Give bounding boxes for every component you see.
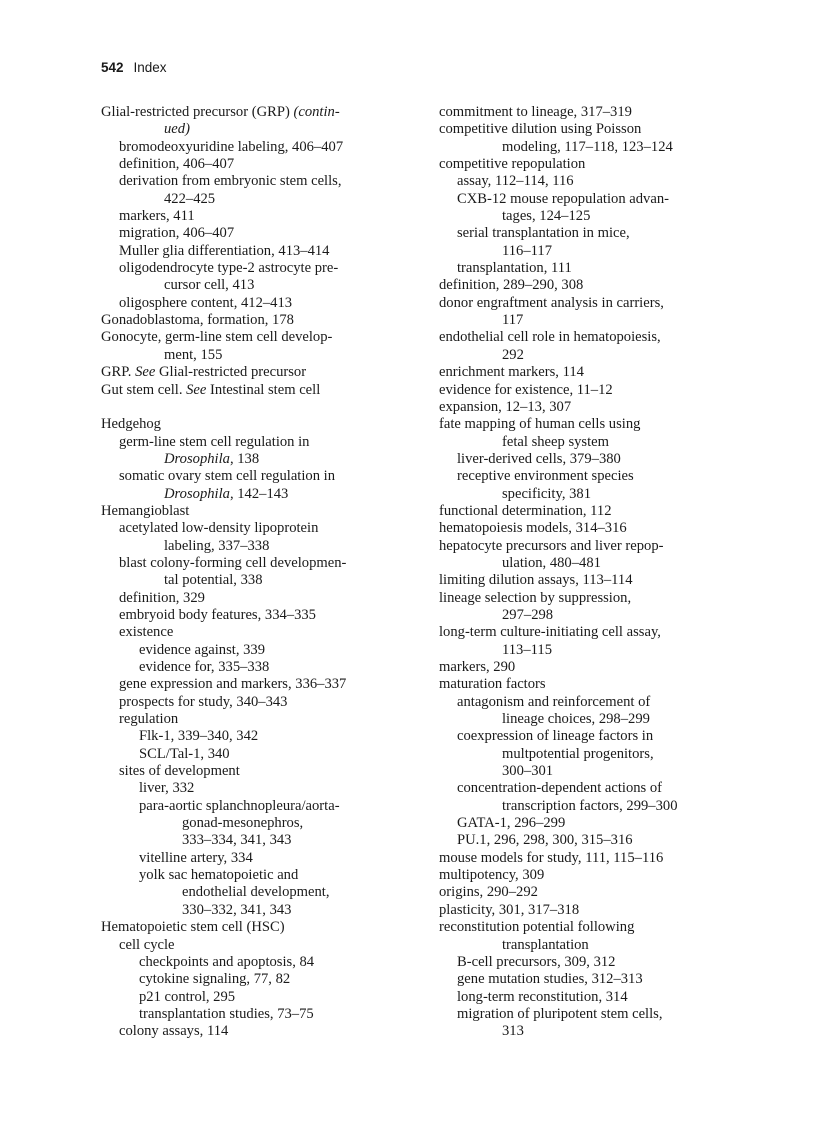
entry-italic-text: Drosophila [164, 450, 230, 467]
entry-text: concentration-dependent actions of [457, 780, 663, 797]
index-entry-continuation [101, 347, 401, 364]
index-entry-continuation [101, 902, 401, 919]
entry-text: tages, 124–125 [502, 208, 591, 225]
entry-text: transplantation, 111 [457, 260, 572, 277]
index-entry [439, 364, 739, 381]
entry-text: Gonadoblastoma, formation, 178 [101, 312, 294, 329]
index-subentry [101, 711, 401, 728]
entry-text: long-term reconstitution, 314 [457, 988, 628, 1005]
entry-text: functional determination, 112 [439, 502, 612, 519]
entry-italic-text: Drosophila [164, 485, 230, 502]
index-subentry [439, 1006, 739, 1023]
index-entry-continuation [101, 572, 401, 589]
entry-text: vitelline artery, 334 [139, 849, 253, 866]
entry-text: definition, 289–290, 308 [439, 277, 584, 294]
entry-text: 113–115 [502, 641, 552, 658]
index-subentry [101, 867, 401, 884]
entry-text: Gut stem cell. [101, 381, 187, 398]
entry-text: receptive environment species [457, 468, 634, 485]
index-subentry [101, 520, 401, 537]
index-entry-continuation [439, 347, 739, 364]
index-subentry [101, 763, 401, 780]
index-entry [101, 312, 401, 329]
index-subentry [101, 676, 401, 693]
entry-text: antagonism and reinforcement of [457, 693, 651, 710]
index-subentry [101, 243, 401, 260]
index-subentry [101, 798, 401, 815]
index-subentry [101, 989, 401, 1006]
entry-text-tail: Intestinal stem cell [206, 381, 321, 398]
index-entry-continuation [439, 555, 739, 572]
entry-text: fate mapping of human cells using [439, 416, 641, 433]
index-subentry [101, 156, 401, 173]
entry-text: commitment to lineage, 317–319 [439, 104, 632, 120]
index-subentry [101, 1023, 401, 1040]
index-entry-continuation [439, 434, 739, 451]
index-entry [439, 884, 739, 901]
index-entry [101, 503, 401, 520]
index-entry-continuation [439, 1023, 739, 1040]
index-subentry [101, 642, 401, 659]
entry-text: existence [119, 624, 174, 641]
entry-text: reconstitution potential following [439, 919, 635, 936]
index-entry [439, 659, 739, 676]
index-entry [101, 919, 401, 936]
index-entry [439, 538, 739, 555]
entry-text: 300–301 [502, 763, 554, 780]
index-entry-continuation [439, 607, 739, 624]
entry-text: 297–298 [502, 606, 554, 623]
index-subentry [101, 295, 401, 312]
entry-text: 313 [502, 1023, 524, 1040]
entry-text: regulation [119, 711, 179, 728]
index-entry [439, 295, 739, 312]
entry-text: evidence against, 339 [139, 641, 266, 658]
index-entry-continuation [439, 763, 739, 780]
entry-text: gene expression and markers, 336–337 [119, 676, 347, 693]
entry-text: 330–332, 341, 343 [182, 901, 292, 918]
entry-text: competitive repopulation [439, 156, 586, 173]
index-subentry [101, 590, 401, 607]
entry-text: maturation factors [439, 676, 546, 693]
index-subentry [439, 694, 739, 711]
entry-text: migration of pluripotent stem cells, [457, 1005, 663, 1022]
entry-text: definition, 329 [119, 589, 205, 606]
entry-text: lineage choices, 298–299 [502, 711, 650, 728]
index-entry [439, 277, 739, 294]
entry-text: Hedgehog [101, 416, 161, 433]
index-entry [439, 919, 739, 936]
section-title: Index [133, 60, 167, 75]
entry-text: limiting dilution assays, 113–114 [439, 572, 633, 589]
entry-text: ulation, 480–481 [502, 554, 601, 571]
index-subentry [101, 728, 401, 745]
index-subentry [439, 468, 739, 485]
entry-text: endothelial cell role in hematopoiesis, [439, 329, 661, 346]
index-entry [101, 416, 401, 433]
index-entry-continuation [101, 815, 401, 832]
index-subentry [101, 173, 401, 190]
entry-text: PU.1, 296, 298, 300, 315–316 [457, 832, 633, 849]
entry-text: Gonocyte, germ-line stem cell develop- [101, 329, 333, 346]
entry-italic-text: ued) [164, 121, 190, 138]
index-entry [439, 416, 739, 433]
entry-text: transplantation [502, 936, 589, 953]
entry-text: gene mutation studies, 312–313 [457, 971, 643, 988]
entry-text: sites of development [119, 763, 240, 780]
index-entry [439, 676, 739, 693]
entry-text: Muller glia differentiation, 413–414 [119, 242, 330, 259]
index-subentry [101, 434, 401, 451]
entry-text: hematopoiesis models, 314–316 [439, 520, 627, 537]
entry-text: fetal sheep system [502, 433, 609, 450]
index-subentry [101, 225, 401, 242]
entry-text: 422–425 [164, 190, 216, 207]
entry-text: Flk-1, 339–340, 342 [139, 728, 259, 745]
index-subentry [439, 191, 739, 208]
entry-text: 292 [502, 346, 524, 363]
index-subentry [101, 850, 401, 867]
index-entry-continuation [101, 451, 401, 468]
entry-text: colony assays, 114 [119, 1023, 229, 1040]
entry-text: markers, 290 [439, 659, 516, 675]
entry-text: Glial-restricted precursor (GRP) [101, 104, 294, 120]
index-subentry [439, 971, 739, 988]
index-entry [439, 590, 739, 607]
index-subentry [439, 815, 739, 832]
index-subentry [439, 173, 739, 190]
entry-text: blast colony-forming cell developmen- [119, 554, 347, 571]
entry-text: mouse models for study, 111, 115–116 [439, 849, 664, 866]
index-subentry [101, 971, 401, 988]
index-column-left [101, 104, 401, 1041]
entry-text: checkpoints and apoptosis, 84 [139, 953, 315, 970]
index-entry-continuation [439, 711, 739, 728]
index-subentry [101, 694, 401, 711]
entry-text: prospects for study, 340–343 [119, 693, 288, 710]
entry-text: SCL/Tal-1, 340 [139, 745, 230, 762]
index-subentry [101, 659, 401, 676]
entry-text-tail: Glial-restricted precursor [155, 364, 307, 381]
entry-text-tail: , 142–143 [229, 485, 289, 502]
entry-text: embryoid body features, 334–335 [119, 606, 316, 623]
entry-text: serial transplantation in mice, [457, 225, 630, 242]
index-subentry [101, 746, 401, 763]
entry-text: lineage selection by suppression, [439, 589, 632, 606]
index-entry [101, 364, 401, 381]
index-spacer [101, 399, 401, 416]
index-entry-continuation [439, 746, 739, 763]
index-subentry [439, 954, 739, 971]
entry-text: hepatocyte precursors and liver repop- [439, 537, 664, 554]
entry-text: labeling, 337–338 [164, 537, 270, 554]
index-subentry [439, 225, 739, 242]
index-subentry [101, 624, 401, 641]
index-entry [101, 382, 401, 399]
entry-text: 117 [502, 312, 524, 329]
entry-text: 116–117 [502, 242, 552, 259]
entry-text: somatic ovary stem cell regulation in [119, 468, 336, 485]
entry-italic-text: (contin- [293, 104, 340, 120]
index-subentry [101, 607, 401, 624]
entry-text: cursor cell, 413 [164, 277, 255, 294]
entry-text: definition, 406–407 [119, 156, 235, 173]
entry-text: coexpression of lineage factors in [457, 728, 654, 745]
index-entry [101, 104, 401, 121]
entry-text: plasticity, 301, 317–318 [439, 901, 580, 918]
index-entry [439, 850, 739, 867]
entry-text: tal potential, 338 [164, 572, 263, 589]
entry-text: cell cycle [119, 936, 175, 953]
index-entry [439, 156, 739, 173]
entry-text: CXB-12 mouse repopulation advan- [457, 190, 669, 207]
entry-text: derivation from embryonic stem cells, [119, 173, 342, 190]
entry-text: bromodeoxyuridine labeling, 406–407 [119, 138, 344, 155]
entry-text-tail: , 138 [229, 450, 260, 467]
index-subentry [101, 208, 401, 225]
entry-text: p21 control, 295 [139, 988, 236, 1005]
entry-text: Hemangioblast [101, 502, 190, 519]
entry-text: GATA-1, 296–299 [457, 815, 566, 832]
index-subentry [439, 728, 739, 745]
index-entry [439, 902, 739, 919]
entry-italic-text: See [135, 364, 156, 381]
index-entry [439, 867, 739, 884]
entry-text: transcription factors, 299–300 [502, 797, 678, 814]
entry-text: ment, 155 [164, 346, 223, 363]
index-entry-continuation [101, 277, 401, 294]
entry-text: assay, 112–114, 116 [457, 173, 574, 190]
index-entry [439, 329, 739, 346]
entry-text: gonad-mesonephros, [182, 815, 304, 832]
index-entry-continuation [101, 121, 401, 138]
index-entry [439, 399, 739, 416]
entry-text: germ-line stem cell regulation in [119, 433, 310, 450]
entry-text: expansion, 12–13, 307 [439, 398, 572, 415]
entry-text: donor engraftment analysis in carriers, [439, 294, 664, 311]
index-subentry [439, 451, 739, 468]
index-subentry [101, 555, 401, 572]
page-number: 542 [101, 60, 124, 75]
index-entry-continuation [439, 139, 739, 156]
entry-text: long-term culture-initiating cell assay, [439, 624, 661, 641]
index-entry-continuation [439, 208, 739, 225]
index-subentry [101, 139, 401, 156]
entry-text: specificity, 381 [502, 485, 592, 502]
index-entry-continuation [439, 642, 739, 659]
index-entry-continuation [101, 486, 401, 503]
entry-text: acetylated low-density lipoprotein [119, 520, 319, 537]
index-entry [439, 104, 739, 121]
index-entry [439, 520, 739, 537]
index-subentry [439, 780, 739, 797]
entry-text: Hematopoietic stem cell (HSC) [101, 919, 285, 936]
entry-text: transplantation studies, 73–75 [139, 1005, 314, 1022]
index-subentry [439, 260, 739, 277]
index-subentry [101, 1006, 401, 1023]
index-entry [439, 624, 739, 641]
index-entry-continuation [101, 538, 401, 555]
entry-text: markers, 411 [119, 208, 195, 225]
index-entry [101, 329, 401, 346]
index-column-right [439, 104, 739, 1041]
entry-text: evidence for, 335–338 [139, 659, 270, 675]
entry-text: migration, 406–407 [119, 225, 235, 242]
index-entry-continuation [101, 832, 401, 849]
index-entry-continuation [439, 937, 739, 954]
entry-text: endothelial development, [182, 884, 330, 901]
index-entry-continuation [101, 191, 401, 208]
index-subentry [101, 468, 401, 485]
index-subentry [101, 937, 401, 954]
index-entry-continuation [101, 884, 401, 901]
index-subentry [101, 954, 401, 971]
entry-text: competitive dilution using Poisson [439, 121, 642, 138]
entry-text: origins, 290–292 [439, 884, 538, 901]
index-subentry [101, 260, 401, 277]
entry-text: evidence for existence, 11–12 [439, 381, 613, 398]
index-entry-continuation [439, 798, 739, 815]
entry-text: B-cell precursors, 309, 312 [457, 953, 616, 970]
entry-italic-text: See [186, 381, 207, 398]
entry-text: cytokine signaling, 77, 82 [139, 971, 291, 988]
index-entry [439, 572, 739, 589]
entry-text: liver-derived cells, 379–380 [457, 450, 621, 467]
index-subentry [439, 832, 739, 849]
entry-text: GRP. [101, 364, 136, 381]
entry-text: 333–334, 341, 343 [182, 832, 292, 849]
entry-text: para-aortic splanchnopleura/aorta- [139, 797, 340, 814]
entry-text: enrichment markers, 114 [439, 364, 584, 381]
index-subentry [439, 989, 739, 1006]
index-entry-continuation [439, 312, 739, 329]
running-header [101, 58, 167, 78]
index-entry [439, 382, 739, 399]
entry-text: multipotency, 309 [439, 867, 545, 884]
entry-text: modeling, 117–118, 123–124 [502, 138, 673, 155]
entry-text: multpotential progenitors, [502, 745, 654, 762]
entry-text: liver, 332 [139, 780, 195, 797]
entry-text: oligodendrocyte type-2 astrocyte pre- [119, 260, 339, 277]
index-subentry [101, 780, 401, 797]
index-entry [439, 503, 739, 520]
entry-text: yolk sac hematopoietic and [139, 867, 299, 884]
index-entry [439, 121, 739, 138]
index-entry-continuation [439, 243, 739, 260]
entry-text: oligosphere content, 412–413 [119, 294, 293, 311]
index-entry-continuation [439, 486, 739, 503]
